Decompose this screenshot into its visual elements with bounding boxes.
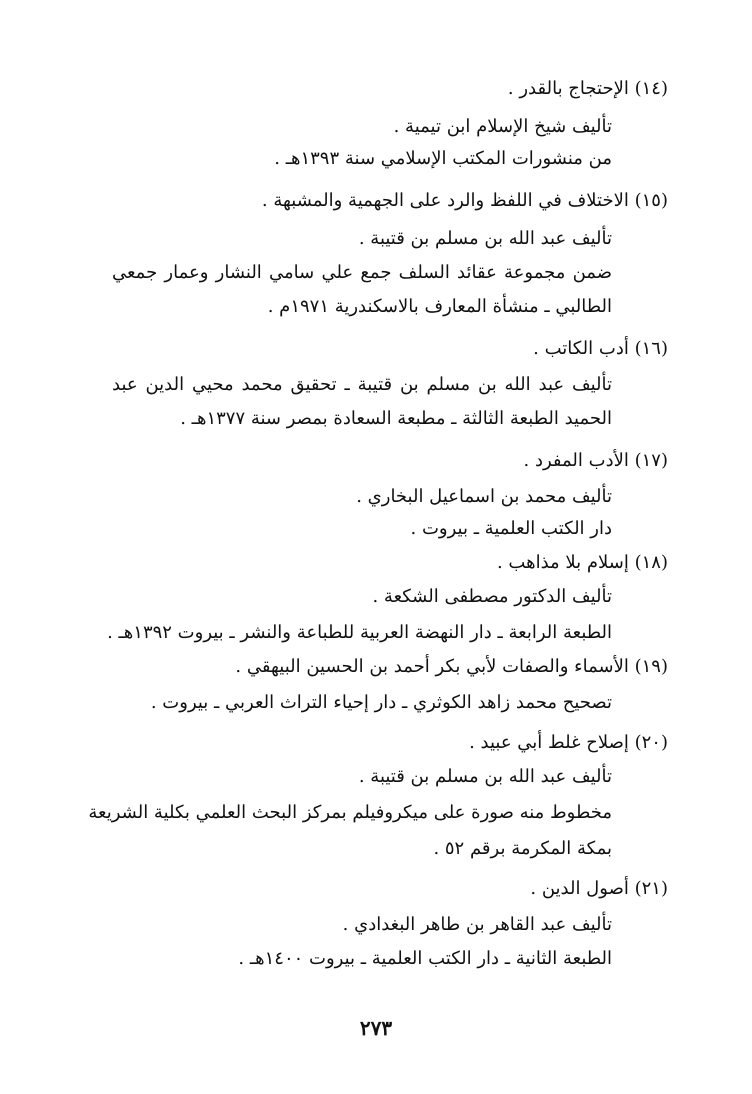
entry-heading	[469, 728, 668, 758]
entry-title: الأسماء والصفات لأبي بكر أحمد بن الحسين البيهقي .	[235, 656, 629, 677]
page-number: ٢٧٣	[359, 1016, 393, 1040]
entry-line: الطبعة الثانية ـ دار الكتب العلمية ـ بيروت ١٤٠٠هـ .	[238, 948, 612, 969]
entry-title: الأدب المفرد .	[523, 450, 629, 471]
entry-line: تأليف عبد الله بن مسلم بن قتيبة ـ تحقيق محمد محيي الدين عبد	[112, 374, 612, 395]
entry-line: بمكة المكرمة برقم ٥٢ .	[433, 838, 612, 859]
entry-heading	[530, 874, 668, 904]
entry-number: (٢١)	[634, 878, 668, 899]
entry-title: أصول الدين .	[530, 878, 629, 899]
entry-title: الإحتجاج بالقدر .	[507, 78, 629, 99]
entry-heading	[235, 652, 668, 682]
entry-line: الطبعة الرابعة ـ دار النهضة العربية للطباعة والنشر ـ بيروت ١٣٩٢هـ .	[107, 622, 612, 643]
entry-line: ضمن مجموعة عقائد السلف جمع علي سامي النشار وعمار جمعي	[112, 262, 612, 283]
entry-heading	[262, 186, 668, 216]
entry-number: (١٩)	[634, 656, 668, 677]
entry-heading	[497, 548, 668, 578]
entry-heading	[533, 334, 668, 364]
entry-number: (١٤)	[634, 78, 668, 99]
entry-line: دار الكتب العلمية ـ بيروت .	[410, 518, 612, 539]
entry-heading	[508, 74, 668, 104]
entry-line: تأليف شيخ الإسلام ابن تيمية .	[393, 116, 612, 137]
entry-number: (١٧)	[634, 450, 668, 471]
entry-title: إصلاح غلط أبي عبيد .	[469, 732, 629, 753]
entry-number: (١٦)	[634, 338, 668, 359]
entry-number: (١٥)	[634, 190, 668, 211]
entry-line: تأليف عبد الله بن مسلم بن قتيبة .	[358, 228, 612, 249]
entry-title: إسلام بلا مذاهب .	[496, 552, 629, 573]
entry-line: تصحيح محمد زاهد الكوثري ـ دار إحياء التراث العربي ـ بيروت .	[150, 692, 612, 713]
entry-number: (٢٠)	[634, 732, 668, 753]
entry-title: أدب الكاتب .	[533, 338, 629, 359]
entry-heading	[524, 446, 668, 476]
entry-line: مخطوط منه صورة على ميكروفيلم بمركز البحث العلمي بكلية الشريعة	[88, 802, 612, 823]
entry-line: الطالبي ـ منشأة المعارف بالاسكندرية ١٩٧١م .	[267, 296, 612, 317]
entry-line: من منشورات المكتب الإسلامي سنة ١٣٩٣هـ .	[274, 148, 612, 169]
entry-number: (١٨)	[634, 552, 668, 573]
entry-line: تأليف محمد بن اسماعيل البخاري .	[356, 486, 612, 507]
entry-line: تأليف عبد القاهر بن طاهر البغدادي .	[342, 914, 612, 935]
entry-line: الحميد الطبعة الثالثة ـ مطبعة السعادة بمصر سنة ١٣٧٧هـ .	[180, 408, 612, 429]
entry-title: الاختلاف في اللفظ والرد على الجهمية والمشبهة .	[261, 190, 629, 211]
entry-line: تأليف الدكتور مصطفى الشكعة .	[372, 586, 612, 607]
entry-line: تأليف عبد الله بن مسلم بن قتيبة .	[358, 766, 612, 787]
